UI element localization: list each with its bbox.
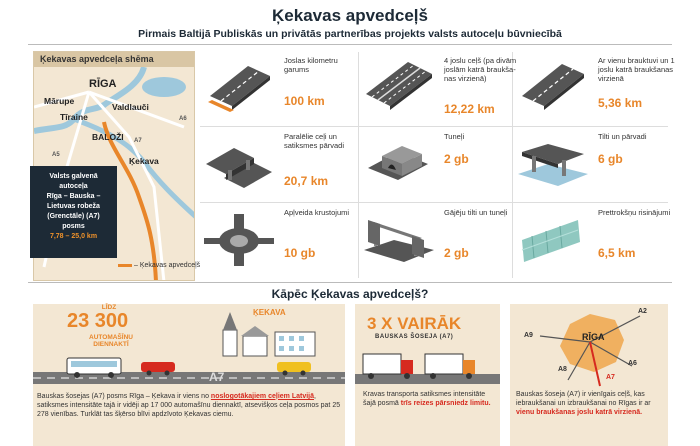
stat-value: 2 gb [444,246,469,260]
city-valdlauci: Valdlauči [112,102,149,112]
stat-label: Tilti un pārvadi [598,132,647,141]
stat-cell [362,130,522,202]
stat-value: 20,7 km [284,174,329,188]
town-label: ĶEKAVA [253,308,286,317]
why-panel-traffic [33,304,345,446]
why-panel-access [510,304,668,446]
roundabout-icon [204,210,274,266]
road-code-a7: A7 [209,370,225,384]
map-heading: Ķekavas apvedceļa shēma [34,52,194,67]
city-marupe: Mārupe [44,96,75,106]
stat-label: 4 joslu ceļš (pa divām joslām katrā braukša- nas virzienā) [444,56,517,83]
stat-cell [202,206,362,278]
road-label-a7: A7 [134,138,142,144]
freight-text-highlight: trīs reizes pārsniedz limitu. [400,400,491,407]
pedestrian-bridge-icon [364,210,434,266]
map-legend [118,262,200,269]
page-title: Ķekavas apvedceļš [272,6,428,25]
info-line: Valsts galvenā [49,173,98,180]
info-line: (Grenctāle) (A7) [47,213,100,220]
road-a9: A9 [524,332,533,339]
traffic-text-1: Bauskas šosejas (A7) posms Rīga – Ķekava ir viens no [37,393,211,400]
stat-label: Apļveida krustojumi [284,208,350,217]
why-panel-freight [355,304,500,446]
stat-value: 6 gb [598,152,623,166]
legend-swatch [118,264,132,267]
freight-text-1: Kravas transporta satiksmes intensitāte šajā posmā [363,391,486,407]
traffic-unit-line: DIENNAKTĪ [93,341,129,348]
grid-divider [200,202,668,203]
stat-value: 100 km [284,94,325,108]
road-label-a5: A5 [52,152,60,158]
traffic-text-highlight: noslogotākajiem ceļiem Latvijā [210,393,315,400]
noise-barrier-icon [518,210,588,266]
page-subtitle: Pirmais Baltijā Publiskās un privātās partnerības projekts valsts autoceļu būvniecībā [138,28,562,40]
stat-cell [362,206,522,278]
stat-value: 6,5 km [598,246,636,260]
access-description [516,390,664,417]
tunnel-icon [364,134,434,190]
stat-cell [516,54,676,126]
traffic-text-2: , satiksmes intensitāte tajā ir vidēji ap 17 000 automašīnu diennaktī, atsevišķos ceļa posmos pat 25 278 vienības. Turklāt tas šķērso blīvi apdzīvoto Ķekavas ciemu. [37,393,341,418]
city-riga: RĪGA [89,78,117,90]
traffic-number: 23 300 [67,310,129,332]
stat-label: Gājēju tilti un tuneļi [444,208,508,217]
stat-value: 10 gb [284,246,316,260]
upto-label: LĪDZ [101,304,117,311]
stat-cell [362,54,522,126]
stat-value: 12,22 km [444,102,495,116]
info-range: 7,78 – 25,0 km [49,233,98,240]
stat-label: Ar vienu brauktuvi un 1 joslu katrā braukšanas virzienā [598,56,675,83]
info-line: posms [62,223,85,230]
grid-divider [200,126,668,127]
legend-label: – Ķekavas apvedceļš [134,262,201,269]
access-text-1: Bauskas šoseja (A7) ir vienīgais ceļš, kas iebraukšanai un izbraukšanai no Rīgas ir ar [516,391,651,407]
stat-cell [202,130,362,202]
route-info-box [30,166,117,258]
stat-value: 5,36 km [598,96,643,110]
riga-roads-map-icon [520,306,660,388]
road-a8: A8 [558,366,567,373]
freight-description [363,390,495,408]
freight-multiplier: 3 X VAIRĀK [367,314,462,333]
info-line: Rīga – Bauska – [46,193,101,200]
city-balozi: BALOŽI [92,132,124,142]
stat-value: 2 gb [444,152,469,166]
why-title: Kāpēc Ķekavas apvedceļš? [271,287,429,301]
road-two-lane-icon [204,58,274,114]
road-four-lane-icon [364,58,434,114]
traffic-road-icon [33,354,345,388]
bridge-icon [518,134,588,190]
trucks-icon [355,344,500,390]
stat-label: Joslas kilometru garums [284,56,338,74]
section-divider [28,282,672,283]
road-a7: A7 [606,374,615,381]
city-kekava: Ķekava [129,156,159,166]
stat-cell [516,206,676,278]
freight-road-label: BAUSKAS ŠOSEJA (A7) [375,334,454,340]
parallel-roads-icon [204,134,274,190]
header-divider [28,44,672,45]
map-city-riga: RĪGA [582,332,605,342]
info-line: autoceļa [59,183,88,190]
stat-cell [202,54,362,126]
traffic-unit [73,334,149,348]
traffic-description [37,392,341,419]
info-line: Lietuvas robeža [47,203,100,210]
stat-label: Paralēlie ceļi un satiksmes pārvadi [284,132,345,150]
traffic-unit-line: AUTOMAŠĪNU [89,334,133,341]
stat-label: Tuneļi [444,132,465,141]
stat-label: Prettrokšņu risinājumi [598,208,671,217]
road-three-lane-icon [518,58,588,114]
road-a2: A2 [638,308,647,315]
road-a6: A6 [628,360,637,367]
road-label-a6: A6 [179,116,187,122]
access-text-highlight: vienu braukšanas joslu katrā virzienā. [516,409,643,416]
stat-cell [516,130,676,202]
city-tiraine: Tīraine [60,112,88,122]
